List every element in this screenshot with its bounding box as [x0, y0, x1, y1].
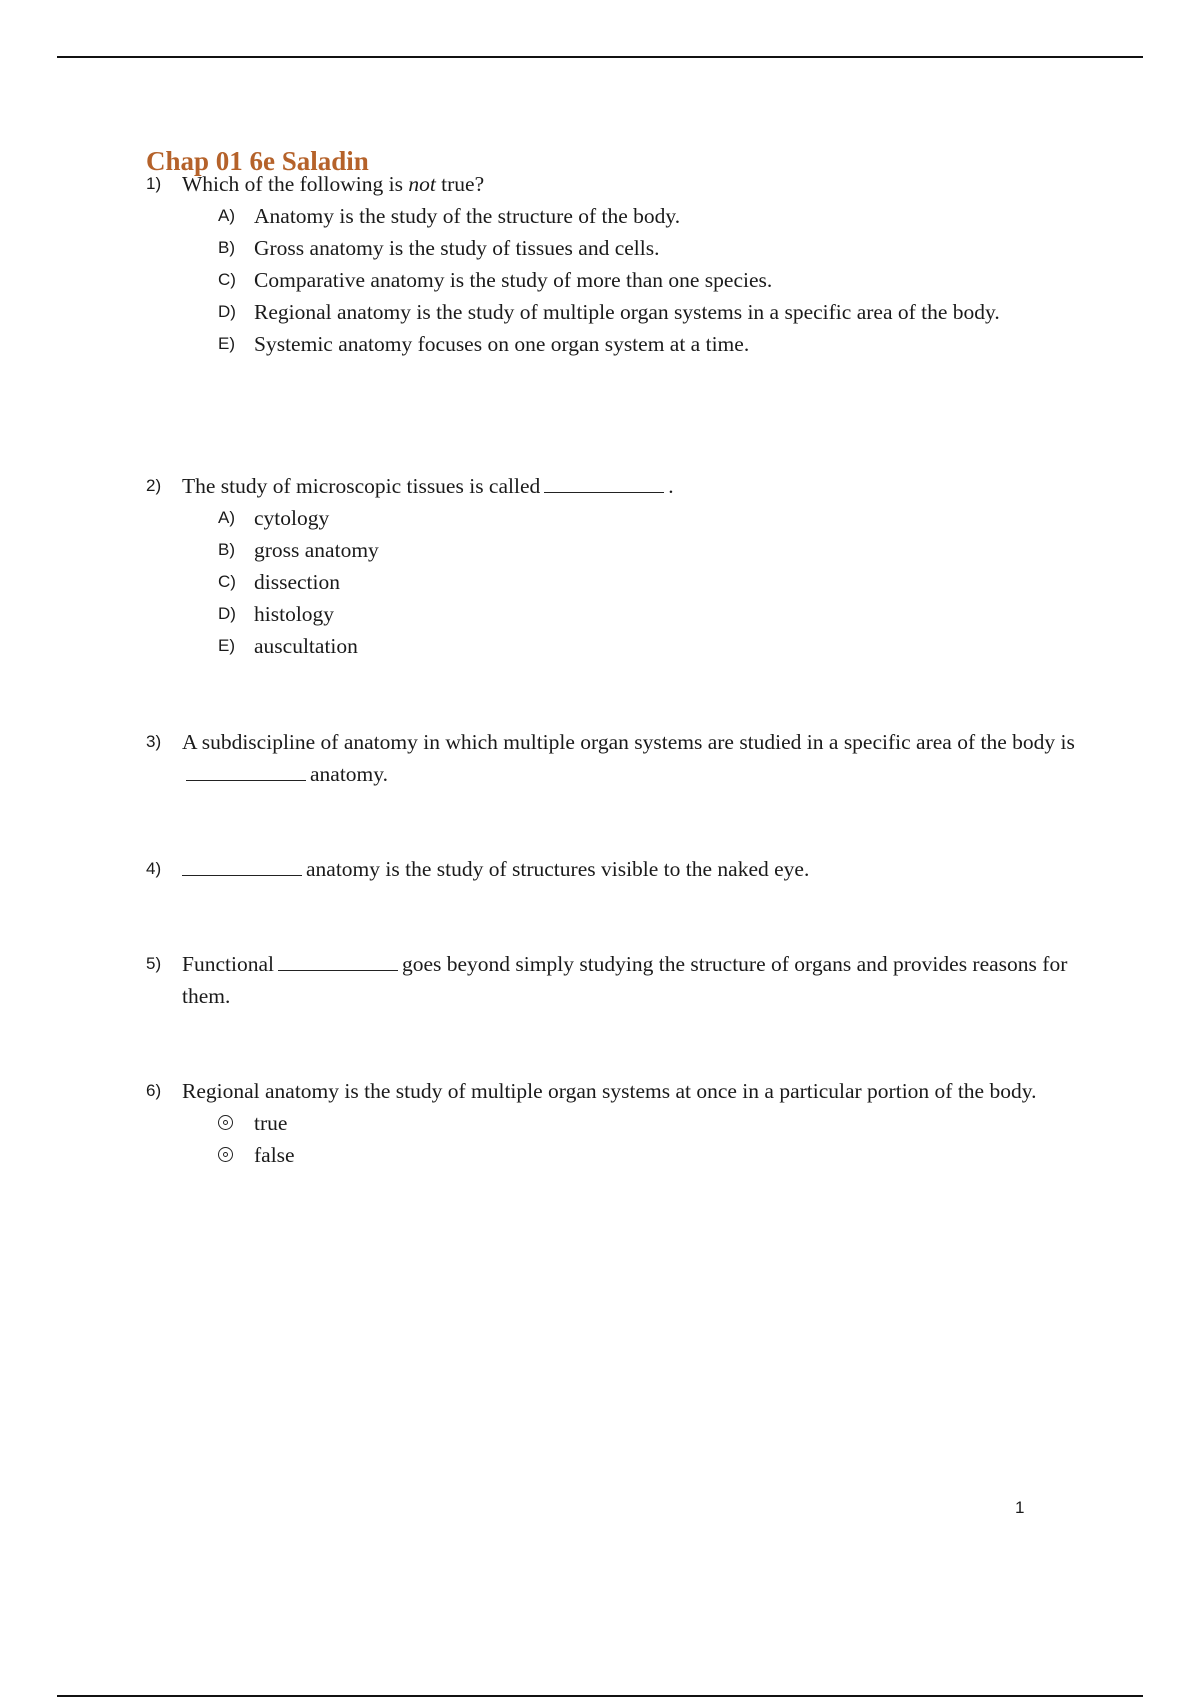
question-number: 5): [146, 954, 162, 973]
option-b: B) gross anatomy: [218, 538, 379, 562]
question-stem: anatomy is the study of structures visible to the naked eye.: [182, 853, 1096, 885]
question-stem: The study of microscopic tissues is called .: [182, 474, 674, 498]
question-number: 1): [146, 174, 162, 193]
option-d: D) Regional anatomy is the study of multiple organ systems in a specific area of the body.: [218, 300, 1000, 324]
answer-blank: [186, 762, 306, 781]
question-2: [146, 470, 1096, 662]
question-stem: Regional anatomy is the study of multiple organ systems at once in a particular portion of the body.: [182, 1079, 1037, 1103]
radio-icon[interactable]: [218, 1147, 233, 1162]
question-5: [146, 948, 1096, 1012]
question-3: [146, 726, 1096, 790]
question-number: 3): [146, 732, 162, 751]
question-number: 6): [146, 1081, 162, 1100]
question-stem: Functional goes beyond simply studying the structure of organs and provides reasons for them.: [182, 952, 1068, 1008]
option-e: E) Systemic anatomy focuses on one organ system at a time.: [218, 332, 750, 356]
radio-icon[interactable]: [218, 1115, 233, 1130]
option-d: D) histology: [218, 602, 335, 626]
answer-blank: [544, 474, 664, 493]
footer-rule: [57, 1695, 1143, 1697]
option-e: E) auscultation: [218, 634, 358, 658]
question-1: [146, 168, 1096, 360]
option-b: B) Gross anatomy is the study of tissues and cells.: [218, 236, 660, 260]
answer-blank: [278, 952, 398, 971]
question-stem: Which of the following is not true?: [182, 172, 485, 196]
option-a: A) Anatomy is the study of the structure of the body.: [218, 204, 681, 228]
option-a: A) cytology: [218, 506, 330, 530]
document-title: Chap 01 6e Saladin: [146, 146, 369, 176]
question-4: [146, 853, 1096, 885]
question-number: 4): [146, 859, 162, 878]
header-rule: [57, 56, 1143, 58]
question-stem: A subdiscipline of anatomy in which multiple organ systems are studied in a specific area of the body isanatomy.: [182, 730, 1075, 786]
answer-blank: [182, 857, 302, 876]
option-c: C) dissection: [218, 570, 340, 594]
option-c: C) Comparative anatomy is the study of more than one species.: [218, 268, 773, 292]
question-number: 2): [146, 476, 162, 495]
page-number: 1: [1015, 1498, 1025, 1517]
option-true[interactable]: true: [218, 1107, 1096, 1139]
question-6: [146, 1075, 1096, 1171]
option-false[interactable]: false: [218, 1139, 1096, 1171]
